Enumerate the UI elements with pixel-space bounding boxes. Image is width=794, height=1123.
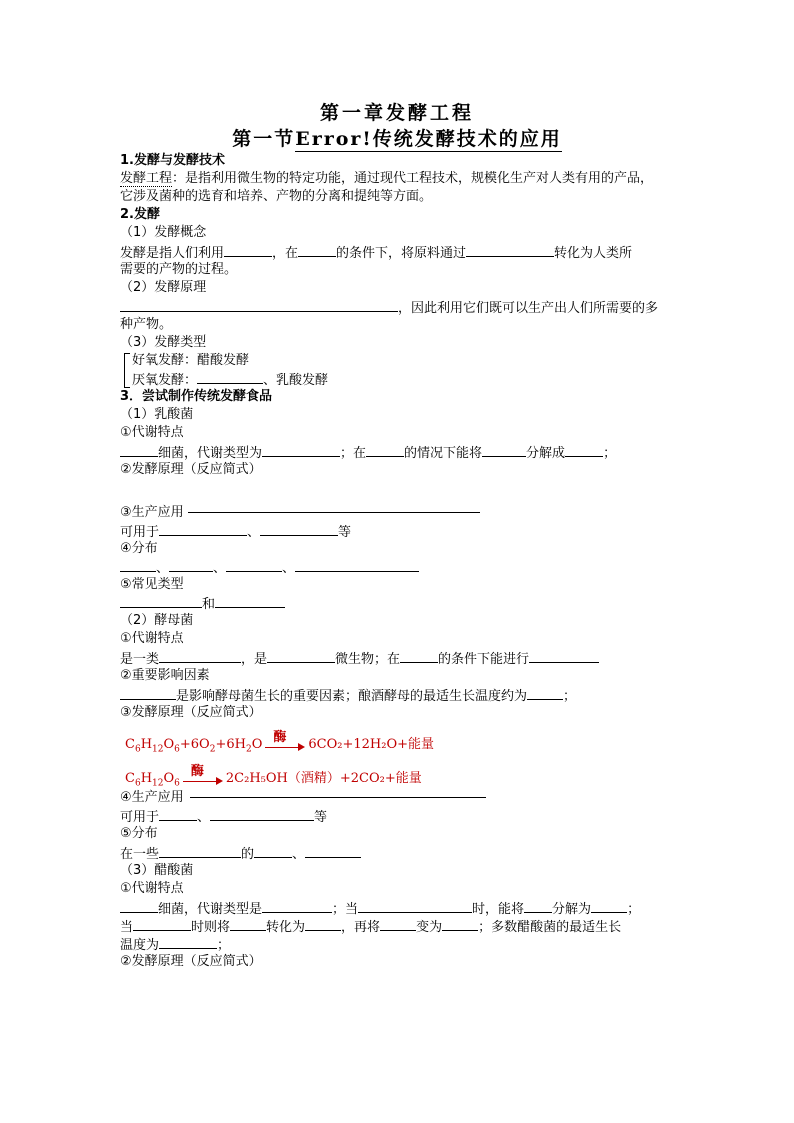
blank-line[interactable]: [159, 935, 217, 949]
text: 和: [202, 597, 216, 612]
blank-line[interactable]: [120, 558, 156, 572]
text: 、: [197, 810, 211, 825]
blank-line[interactable]: [442, 917, 478, 931]
lac-application: ③生产应用: [120, 505, 184, 520]
equation-products-anaerobic: 2C₂H₅OH（酒精）+2CO₂+能量: [225, 771, 422, 786]
blank-line[interactable]: [224, 243, 272, 257]
definition-line-2: 它涉及菌种的选育和培养、产物的分离和提纯等方面。: [120, 189, 433, 204]
text: 时，能将: [472, 902, 525, 917]
text: ；在: [340, 446, 367, 461]
blank-line[interactable]: [120, 298, 398, 312]
text: ，是: [241, 652, 268, 667]
blank-line[interactable]: [295, 558, 419, 572]
text: 是影响酵母菌生长的重要因素；酿酒酵母的最适生长温度约为: [176, 689, 528, 704]
blank-line[interactable]: [169, 558, 213, 572]
yeast-factors-blanks: [120, 686, 576, 706]
yeast-distribution-blanks: [120, 844, 361, 864]
type-anaerobic: [132, 370, 328, 390]
definition-line-1: [120, 170, 653, 188]
blank-line[interactable]: [482, 443, 526, 457]
brace-bracket: [124, 353, 130, 388]
blank-line[interactable]: [120, 686, 176, 700]
blank-line[interactable]: [267, 649, 335, 663]
blank-line[interactable]: [254, 844, 292, 858]
section-title-text: 传统发酵技术的应用: [372, 128, 562, 150]
text: 、: [213, 561, 227, 576]
blank-line[interactable]: [159, 844, 241, 858]
text: 、: [292, 847, 306, 862]
principle-line-1: [120, 298, 658, 318]
ace-metabolism-blanks-1: [120, 899, 640, 919]
ace-metabolism: ①代谢特点: [120, 881, 184, 896]
subheading-concept: （1）发酵概念: [120, 225, 207, 240]
heading-fermentation: 2.发酵: [120, 207, 160, 222]
blank-line[interactable]: [230, 917, 266, 931]
blank-line[interactable]: [120, 594, 202, 608]
blank-line[interactable]: [262, 443, 340, 457]
yeast-principle: ③发酵原理（反应简式）: [120, 705, 262, 720]
equation-products-aerobic: 6CO₂+12H₂O+能量: [308, 737, 434, 752]
text: ；多数醋酸菌的最适生长: [478, 920, 622, 935]
concept-line-2: 需要的产物的过程。: [120, 262, 238, 277]
enzyme-label: 酶: [190, 763, 204, 779]
blank-line[interactable]: [120, 443, 158, 457]
text: 等: [338, 525, 352, 540]
lac-metabolism-blanks: [120, 443, 616, 463]
blank-line[interactable]: [527, 686, 563, 700]
text: 的条件下，将原料通过: [336, 246, 467, 261]
text: ；: [627, 902, 641, 917]
text: ；: [217, 938, 231, 953]
subheading-principle: （2）发酵原理: [120, 280, 207, 295]
text: ；当: [332, 902, 359, 917]
yeast-factors: ②重要影响因素: [120, 668, 210, 683]
text: 等: [314, 810, 328, 825]
text: 分解为: [552, 902, 592, 917]
yeast-application: ④生产应用: [120, 790, 184, 805]
chapter-title: 第一章发酵工程: [319, 102, 474, 124]
reaction-arrow: [183, 763, 223, 786]
lac-metabolism: ①代谢特点: [120, 425, 184, 440]
text: 、乳酸发酵: [263, 373, 329, 388]
text: 时则将: [191, 920, 231, 935]
section-title: [0, 124, 794, 151]
text: ；: [603, 446, 617, 461]
blank-line[interactable]: [565, 443, 603, 457]
concept-line-1: [120, 243, 632, 263]
text: 分解成: [526, 446, 566, 461]
yeast-distribution: ⑤分布: [120, 826, 158, 841]
definition-term: 发酵工程: [120, 171, 173, 186]
section-title-prefix: 第一节: [232, 128, 296, 150]
blank-line[interactable]: [159, 807, 197, 821]
reaction-arrow: [265, 729, 305, 752]
text: ，因此利用它们既可以生产出人们所需要的多: [398, 301, 659, 316]
text: 转化为人类所: [554, 246, 633, 261]
text: 可用于: [120, 525, 160, 540]
text: 在一些: [120, 847, 160, 862]
blank-line[interactable]: [133, 917, 191, 931]
text: 当: [120, 920, 134, 935]
text: 可用于: [120, 810, 160, 825]
text: 的: [241, 847, 255, 862]
blank-line[interactable]: [262, 899, 332, 913]
answer-line: [190, 797, 486, 798]
type-aerobic: 好氧发酵：醋酸发酵: [132, 353, 250, 368]
blank-line[interactable]: [298, 243, 336, 257]
heading-fermentation-technology: 1.发酵与发酵技术: [120, 153, 225, 168]
equation-anaerobic: $C_6H_{12}O_6$ 酶 2C₂H₅OH（酒精）+2CO₂+能量: [125, 767, 422, 789]
ace-principle: ②发酵原理（反应简式）: [120, 954, 262, 969]
yeast-metabolism-blanks: [120, 649, 599, 669]
blank-line[interactable]: [305, 917, 341, 931]
text: 温度为: [120, 938, 160, 953]
text: 厌氧发酵：: [132, 373, 198, 388]
blank-line[interactable]: [120, 899, 158, 913]
subheading-types: （3）发酵类型: [120, 335, 207, 350]
text: ，在: [272, 246, 299, 261]
text: 的情况下能将: [404, 446, 483, 461]
text: 变为: [416, 920, 443, 935]
text: ，再将: [341, 920, 381, 935]
blank-line[interactable]: [197, 370, 263, 384]
blank-line[interactable]: [380, 917, 416, 931]
text: 转化为: [266, 920, 306, 935]
subheading-acetobacter: （3）醋酸菌: [120, 863, 194, 878]
blank-line[interactable]: [591, 899, 627, 913]
yeast-application-blanks: [120, 807, 327, 827]
ace-temperature: [120, 935, 230, 955]
lac-distribution-blanks: [120, 558, 419, 578]
blank-line[interactable]: [260, 522, 338, 536]
blank-line[interactable]: [400, 649, 438, 663]
blank-line[interactable]: [159, 649, 241, 663]
blank-line[interactable]: [159, 522, 247, 536]
lac-types: ⑤常见类型: [120, 577, 184, 592]
text: 微生物；在: [335, 652, 401, 667]
text: 、: [156, 561, 170, 576]
subheading-lactobacillus: （1）乳酸菌: [120, 407, 194, 422]
blank-line[interactable]: [226, 558, 282, 572]
text: 是一类: [120, 652, 160, 667]
blank-line[interactable]: [215, 594, 285, 608]
blank-line[interactable]: [210, 807, 314, 821]
equation-aerobic: $C_6H_{12}O_6+6O_2+6H_2O$ 酶 6CO₂+12H₂O+能量: [125, 733, 434, 755]
blank-line[interactable]: [366, 443, 404, 457]
definition-text: ：是指利用微生物的特定功能，通过现代工程技术，规模化生产对人类有用的产品，: [172, 171, 654, 186]
text: 、: [247, 525, 261, 540]
heading-traditional-foods: 3．尝试制作传统发酵食品: [120, 389, 273, 404]
blank-line[interactable]: [529, 649, 599, 663]
yeast-metabolism: ①代谢特点: [120, 631, 184, 646]
enzyme-label: 酶: [273, 729, 287, 745]
principle-line-2: 种产物。: [120, 317, 173, 332]
text: 细菌，代谢类型是: [158, 902, 263, 917]
ace-metabolism-blanks-2: [120, 917, 621, 937]
field-error-text: Error!: [295, 128, 373, 150]
blank-line[interactable]: [524, 899, 552, 913]
lac-distribution: ④分布: [120, 541, 158, 556]
text: ；: [563, 689, 577, 704]
text: 的条件下能进行: [438, 652, 530, 667]
lac-application-blanks: [120, 522, 351, 542]
text: 、: [282, 561, 296, 576]
text: 发酵是指人们利用: [120, 246, 225, 261]
subheading-yeast: （2）酵母菌: [120, 613, 194, 628]
blank-line[interactable]: [305, 844, 361, 858]
blank-line[interactable]: [466, 243, 554, 257]
answer-line: [188, 512, 480, 513]
lac-types-blanks: [120, 594, 285, 614]
lac-principle: ②发酵原理（反应简式）: [120, 462, 262, 477]
text: 细菌，代谢类型为: [158, 446, 263, 461]
blank-line[interactable]: [358, 899, 472, 913]
